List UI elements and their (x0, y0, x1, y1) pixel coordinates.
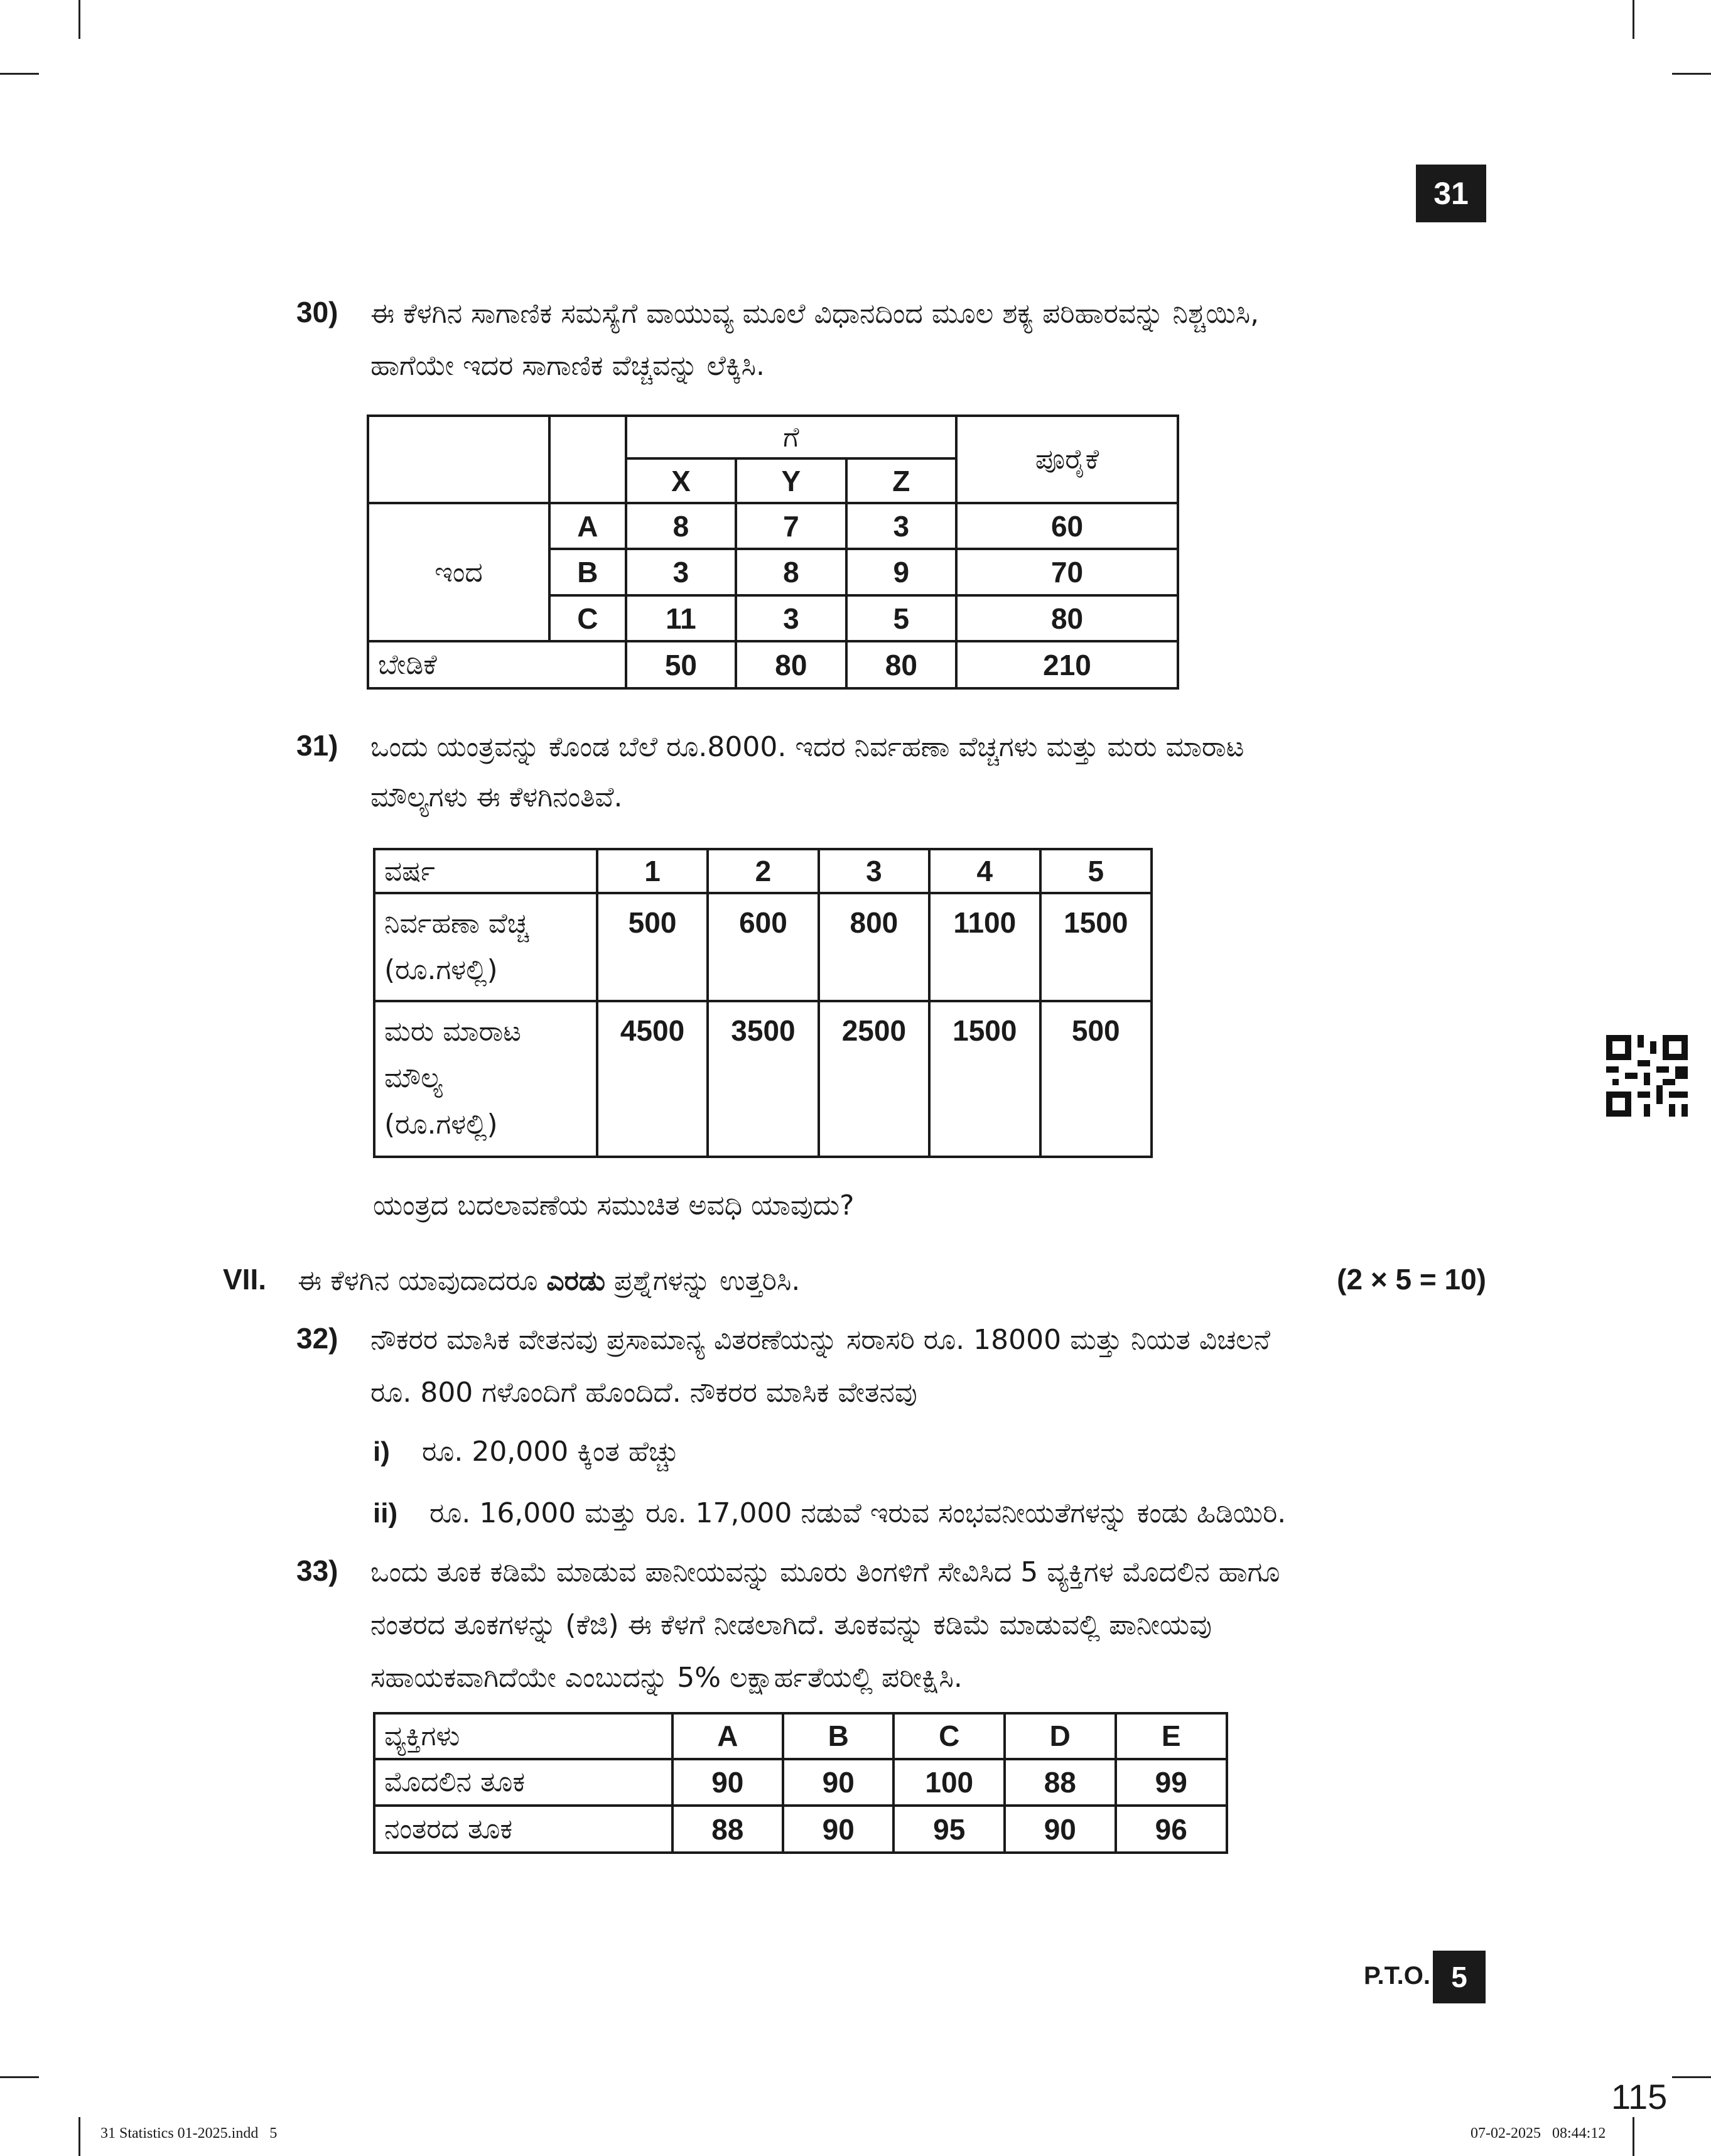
crop-mark (1672, 2076, 1711, 2078)
after-weight-cell: 96 (1116, 1806, 1228, 1853)
q31-line-1: ಒಂದು ಯಂತ್ರವನ್ನು ಕೊಂಡ ಬೆಲೆ ರೂ.8000. ಇದರ ನಿರ್ವಹಣಾ ವೆಚ್ಚಗಳು ಮತ್ತು ಮರು ಮಾರಾಟ (370, 731, 1244, 763)
q30-number: 30) (296, 296, 338, 328)
section-7-marks: (2 × 5 = 10) (1337, 1263, 1486, 1296)
cost-cell: 3 (846, 503, 956, 550)
q32-sub-ii-label: ii) (373, 1498, 398, 1529)
supply-cell: 60 (956, 503, 1178, 550)
maintenance-cell: 600 (708, 893, 818, 1001)
q32-sub-i-label: i) (373, 1436, 390, 1467)
maintenance-cell: 800 (819, 893, 929, 1001)
year-cell: 3 (819, 849, 929, 893)
section-7-text: ಪ್ರಶ್ನೆಗಳನ್ನು ಉತ್ತರಿಸಿ. (605, 1265, 801, 1297)
after-weight-cell: 90 (1005, 1806, 1115, 1853)
q30-line-1: ಈ ಕೆಳಗಿನ ಸಾಗಾಣಿಕ ಸಮಸ್ಯೆಗೆ ವಾಯುವ್ಯ ಮೂಲೆ ವಿಧಾನದಿಂದ ಮೂಲ ಶಕ್ಯ ಪರಿಹಾರವನ್ನು ನಿಶ್ಚಯಿಸಿ, (370, 298, 1260, 330)
supply-header: ಪೂರೈಕೆ (956, 416, 1178, 503)
maintenance-label-unit: (ರೂ.ಗಳಲ್ಲಿ) (384, 954, 498, 986)
maintenance-label-line: ನಿರ್ವಹಣಾ ವೆಚ್ಚ (384, 907, 529, 940)
column-header: Z (846, 458, 956, 502)
page-box: 5 (1433, 1951, 1486, 2003)
q33-line-1: ಒಂದು ತೂಕ ಕಡಿಮೆ ಮಾಡುವ ಪಾನೀಯವನ್ನು ಮೂರು ತಿಂಗಳಿಗೆ ಸೇವಿಸಿದ 5 ವ್ಯಕ್ತಿಗಳ ಮೊದಲಿನ ಹಾಗೂ (370, 1556, 1280, 1588)
resale-cell: 500 (1040, 1001, 1152, 1157)
corner-cell (368, 416, 549, 503)
timestamp: 07-02-2025 08:44:12 (1471, 2125, 1606, 2142)
year-cell: 1 (597, 849, 708, 893)
before-weight-cell: 90 (672, 1759, 783, 1806)
resale-label (374, 1001, 597, 1157)
section-7-text: ಈ ಕೆಳಗಿನ ಯಾವುದಾದರೂ (298, 1265, 547, 1297)
maintenance-label (374, 893, 597, 1001)
section-7-bold-word: ಎರಡು (546, 1265, 605, 1296)
row-label: B (549, 549, 626, 595)
section-7-instruction (298, 1262, 800, 1300)
persons-label: ವ್ಯಕ್ತಿಗಳು (374, 1713, 672, 1759)
demand-cell: 80 (846, 641, 956, 688)
year-cell: 2 (708, 849, 818, 893)
after-weight-cell: 90 (783, 1806, 893, 1853)
to-header: ಗೆ (626, 416, 956, 458)
page-number: 115 (1611, 2077, 1668, 2116)
crop-mark (78, 0, 80, 39)
cost-cell: 8 (626, 503, 736, 550)
before-weight-cell: 90 (783, 1759, 893, 1806)
q33-line-3: ಸಹಾಯಕವಾಗಿದೆಯೇ ಎಂಬುದನ್ನು 5% ಲಕ್ಷಾರ್ಹತೆಯಲ್ಲಿ ಪರೀಕ್ಷಿಸಿ. (370, 1662, 963, 1694)
demand-cell: 80 (736, 641, 846, 688)
after-weight-cell: 95 (893, 1806, 1005, 1853)
resale-cell: 2500 (819, 1001, 929, 1157)
total-cell: 210 (956, 641, 1178, 688)
resale-label-line: ಮೌಲ್ಯ (384, 1062, 443, 1094)
q31-number: 31) (296, 729, 338, 762)
cost-cell: 8 (736, 549, 846, 595)
person-cell: A (672, 1713, 783, 1759)
crop-mark (78, 2117, 80, 2156)
paper-code-badge: 31 (1416, 165, 1486, 222)
crop-mark (0, 73, 39, 75)
cost-cell: 7 (736, 503, 846, 550)
supply-cell: 80 (956, 595, 1178, 642)
maintenance-cell: 1500 (1040, 893, 1152, 1001)
year-label: ವರ್ಷ (374, 849, 597, 893)
resale-cell: 1500 (929, 1001, 1040, 1157)
before-weight-cell: 99 (1116, 1759, 1228, 1806)
transportation-table (367, 414, 1179, 690)
supply-cell: 70 (956, 549, 1178, 595)
cost-cell: 3 (736, 595, 846, 642)
demand-cell: 50 (626, 641, 736, 688)
before-weight-label: ಮೊದಲಿನ ತೂಕ (374, 1759, 672, 1806)
q31-question: ಯಂತ್ರದ ಬದಲಾವಣೆಯ ಸಮುಚಿತ ಅವಧಿ ಯಾವುದು? (373, 1189, 855, 1222)
cost-cell: 3 (626, 549, 736, 595)
column-header: X (626, 458, 736, 502)
maintenance-cell: 500 (597, 893, 708, 1001)
resale-cell: 4500 (597, 1001, 708, 1157)
year-cell: 5 (1040, 849, 1152, 893)
q32-line-1: ನೌಕರರ ಮಾಸಿಕ ವೇತನವು ಪ್ರಸಾಮಾನ್ಯ ವಿತರಣೆಯನ್ನು ಸರಾಸರಿ ರೂ. 18000 ಮತ್ತು ನಿಯತ ವಿಚಲನೆ (370, 1324, 1271, 1356)
demand-label: ಬೇಡಿಕೆ (368, 641, 626, 688)
crop-mark (1672, 73, 1711, 75)
person-cell: C (893, 1713, 1005, 1759)
q33-line-2: ನಂತರದ ತೂಕಗಳನ್ನು (ಕೆಜಿ) ಈ ಕೆಳಗೆ ನೀಡಲಾಗಿದೆ. ತೂಕವನ್ನು ಕಡಿಮೆ ಮಾಡುವಲ್ಲಿ ಪಾನೀಯವು (370, 1609, 1212, 1641)
cost-cell: 11 (626, 595, 736, 642)
section-7-number: VII. (223, 1263, 267, 1296)
cost-cell: 9 (846, 549, 956, 595)
person-cell: B (783, 1713, 893, 1759)
pto-label: P.T.O. (1364, 1962, 1430, 1990)
resale-label-line: ಮರು ಮಾರಾಟ (384, 1016, 522, 1048)
maintenance-cell: 1100 (929, 893, 1040, 1001)
resale-label-unit: (ರೂ.ಗಳಲ್ಲಿ) (384, 1108, 498, 1140)
resale-cell: 3500 (708, 1001, 818, 1157)
year-cell: 4 (929, 849, 1040, 893)
row-label: C (549, 595, 626, 642)
before-weight-cell: 100 (893, 1759, 1005, 1806)
q30-line-2: ಹಾಗೆಯೇ ಇದರ ಸಾಗಾಣಿಕ ವೆಚ್ಚವನ್ನು ಲೆಕ್ಕಿಸಿ. (370, 350, 765, 382)
q31-line-2: ಮೌಲ್ಯಗಳು ಈ ಕೆಳಗಿನಂತಿವೆ. (370, 781, 623, 813)
person-cell: E (1116, 1713, 1228, 1759)
q32-sub-ii: ರೂ. 16,000 ಮತ್ತು ರೂ. 17,000 ನಡುವೆ ಇರುವ ಸಂಭವನೀಯತೆಗಳನ್ನು ಕಂಡು ಹಿಡಿಯಿರಿ. (429, 1497, 1287, 1529)
from-label: ಇಂದ (368, 503, 549, 642)
person-cell: D (1005, 1713, 1115, 1759)
row-label: A (549, 503, 626, 550)
q33-number: 33) (296, 1554, 338, 1587)
before-weight-cell: 88 (1005, 1759, 1115, 1806)
file-name: 31 Statistics 01-2025.indd 5 (100, 2125, 278, 2142)
machine-cost-table (373, 848, 1153, 1158)
cost-cell: 5 (846, 595, 956, 642)
q32-line-2: ರೂ. 800 ಗಳೊಂದಿಗೆ ಹೊಂದಿದೆ. ನೌಕರರ ಮಾಸಿಕ ವೇತನವು (370, 1377, 917, 1409)
weight-table (373, 1712, 1228, 1854)
crop-mark (0, 2076, 39, 2078)
q32-sub-i: ರೂ. 20,000 ಕ್ಕಿಂತ ಹೆಚ್ಚು (422, 1436, 679, 1468)
q32-number: 32) (296, 1322, 338, 1355)
crop-mark (1633, 2117, 1634, 2156)
column-header: Y (736, 458, 846, 502)
after-weight-label: ನಂತರದ ತೂಕ (374, 1806, 672, 1853)
corner-cell (549, 416, 626, 503)
after-weight-cell: 88 (672, 1806, 783, 1853)
qr-code-icon (1606, 1035, 1688, 1117)
crop-mark (1633, 0, 1634, 39)
